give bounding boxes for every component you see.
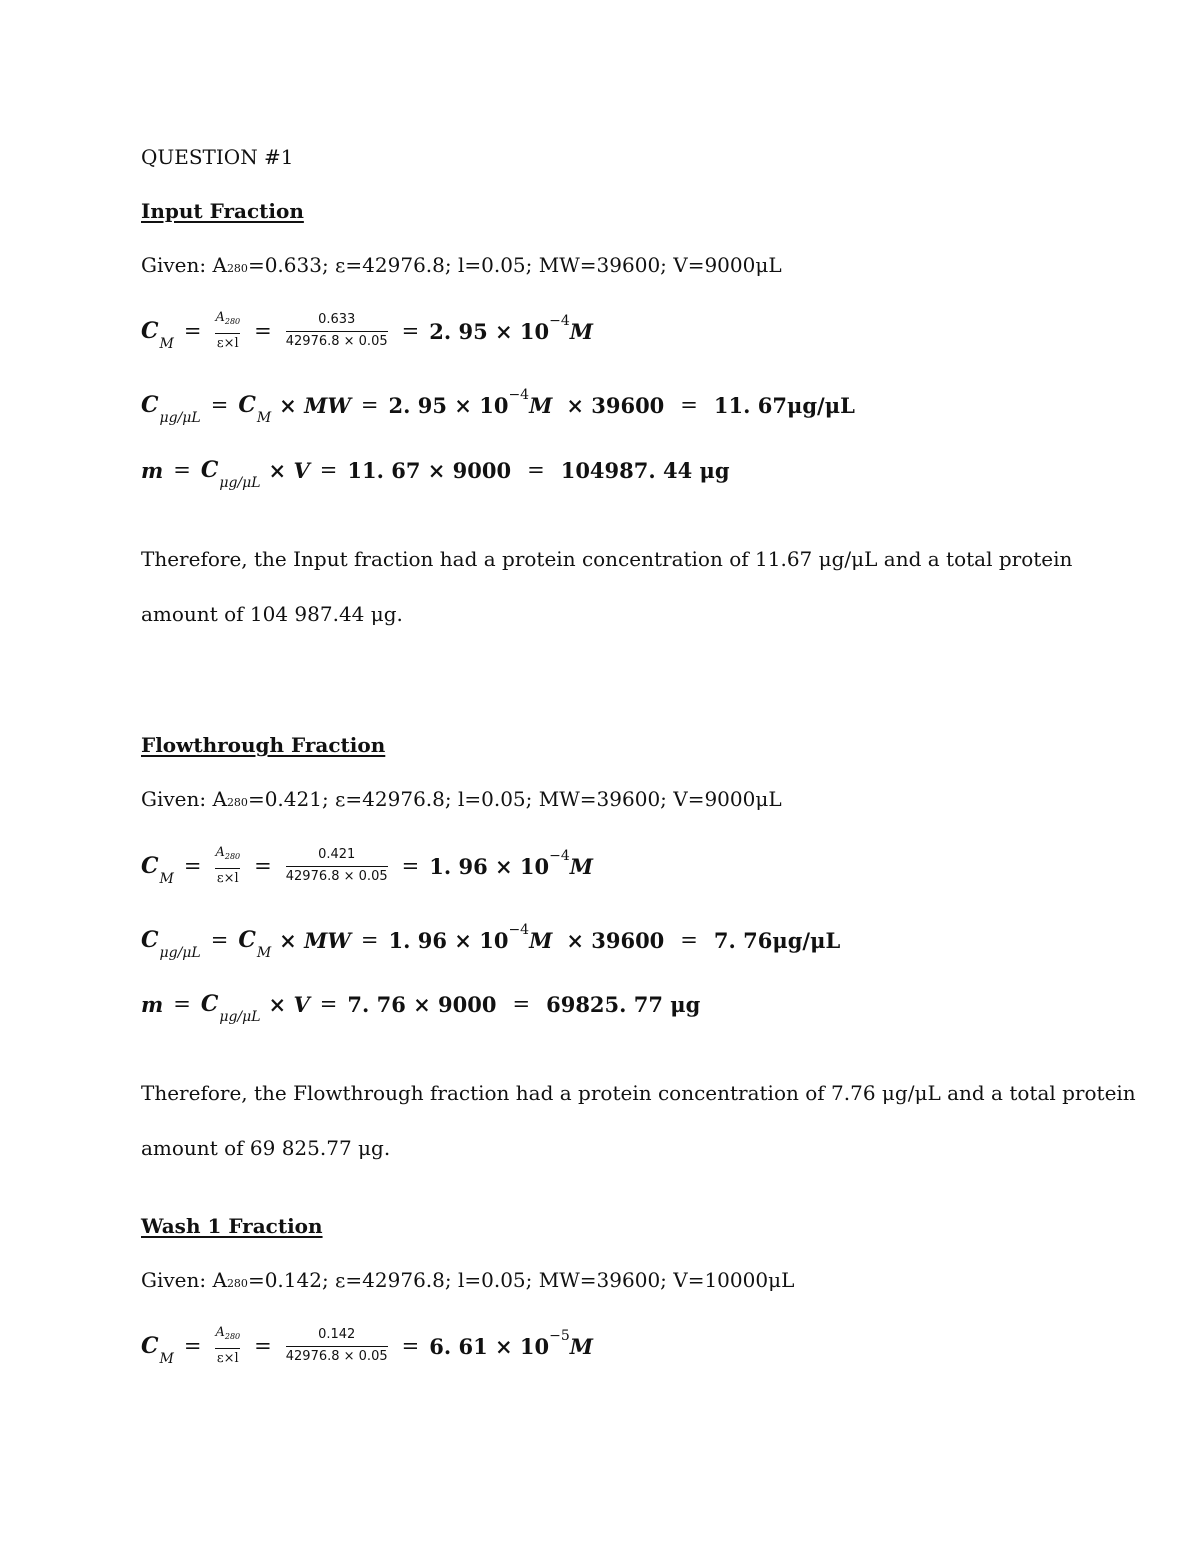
equation-mass-concentration-input: C μg/μL = C M × MW = 2. 95 × 10 −4 M × 39600 = 11. 67μg/μL	[141, 387, 855, 426]
given-line-wash-1: Given: A280=0.142; ε=42976.8; l=0.05; MW=39600; V=10000μL	[141, 1268, 795, 1292]
equation-molar-concentration-flowthrough: C M = $\frac{A_{280}}{\varepsilon\times l}$ = $\frac{0.421}{42976.8 \times 0.05}$ = 1. 96 × 10 −4 M	[141, 845, 594, 887]
equation-total-mass-input: m = C μg/μL × V = 11. 67 × 9000 = 104987. 44 μg	[141, 457, 730, 491]
given-line-flowthrough: Given: A280=0.421; ε=42976.8; l=0.05; MW=39600; V=9000μL	[141, 787, 782, 811]
conclusion-line-2-input: amount of 104 987.44 μg.	[141, 602, 403, 626]
equation-mass-concentration-flowthrough: C μg/μL = C M × MW = 1. 96 × 10 −4 M × 39600 = 7. 76μg/μL	[141, 922, 841, 961]
given-line-input: Given: A280=0.633; ε=42976.8; l=0.05; MW=39600; V=9000μL	[141, 253, 782, 277]
fraction-numeric: $\frac{0.142}{42976.8 \times 0.05}$	[285, 1327, 388, 1364]
conclusion-line-2-flowthrough: amount of 69 825.77 μg.	[141, 1136, 391, 1160]
equation-total-mass-flowthrough: m = C μg/μL × V = 7. 76 × 9000 = 69825. 77 μg	[141, 991, 701, 1025]
equation-molar-concentration-input: C M = $\frac{A_{280}}{\varepsilon\times l}$ = $\frac{0.633}{42976.8 \times 0.05}$ = 2. 95 × 10 −4 M	[141, 310, 594, 352]
fraction-numeric: $\frac{0.633}{42976.8 \times 0.05}$	[285, 312, 388, 349]
question-title: QUESTION #1	[141, 145, 294, 169]
section-heading-wash-1: Wash 1 Fraction	[141, 1214, 323, 1238]
equation-molar-concentration-wash-1: C M = $\frac{A_{280}}{\varepsilon\times l}$ = $\frac{0.142}{42976.8 \times 0.05}$ = 6. 61 × 10 −5 M	[141, 1325, 594, 1367]
conclusion-line-1-flowthrough: Therefore, the Flowthrough fraction had a protein concentration of 7.76 μg/μL and a total protein	[141, 1081, 1136, 1105]
section-heading-input: Input Fraction	[141, 199, 304, 223]
section-heading-flowthrough: Flowthrough Fraction	[141, 733, 386, 757]
fraction-a280-over-el: $\frac{A_{280}}{\varepsilon\times l}$	[215, 310, 241, 351]
fraction-numeric: $\frac{0.421}{42976.8 \times 0.05}$	[285, 847, 388, 884]
fraction-a280-over-el: $\frac{A_{280}}{\varepsilon\times l}$	[215, 845, 241, 886]
conclusion-line-1-input: Therefore, the Input fraction had a protein concentration of 11.67 μg/μL and a total protein	[141, 547, 1073, 571]
fraction-a280-over-el: $\frac{A_{280}}{\varepsilon\times l}$	[215, 1325, 241, 1366]
